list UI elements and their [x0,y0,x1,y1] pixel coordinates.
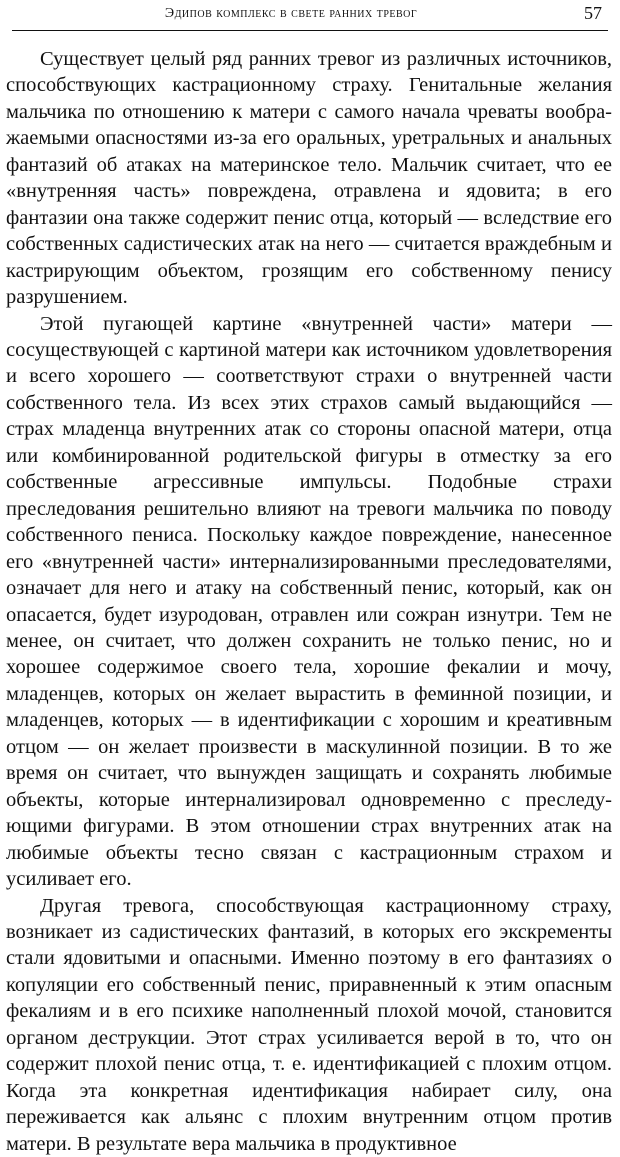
paragraph: Другая тревога, способствующая кастрационному страху, возникает из садистических фантазий, в которых его экскременты стали ядовитыми и опасными. Именно поэтому в его фантазиях о копуляции его собственный пенис, приравненный к этим опасным фекалиям и в его психике наполненный плохой мочой, становится органом деструкции. Этот страх усиливается верой в то, что он содержит плохой пенис отца, т. е. идентификацией с плохим отцом. Когда эта конкретная идентификация набирает силу, она переживается как альянс с плохим внутренним отцом против матери. В результате вера мальчика в продуктивное [6,893,612,1157]
body-text [6,46,612,1157]
paragraph: Существует целый ряд ранних тревог из различных источников, способствующих кастрационному страху. Генитальные желания мальчика по отношению к матери с самого начала чреваты воображаемыми опасностями из-за его оральных, уретральных и анальных фантазий об атаках на материнское тело. Мальчик считает, что ее «внутренняя часть» повреждена, отравлена и ядовита; в его фантазии она также содержит пенис отца, который — вследствие его собственных садистических атак на него — считается враждебным и кастрирующим объектом, грозящим его собственному пенису разрушением. [6,46,612,311]
page-number: 57 [584,3,602,24]
page-header [0,0,620,30]
running-title: Эдипов комплекс в свете ранних тревог [0,6,582,22]
paragraph: Этой пугающей картине «внутренней части» матери — сосуществующей с картиной матери как источником удовлетворения и всего хорошего — соответствуют страхи о внутренней части собственного тела. Из всех этих страхов самый выдающийся — страх младенца внутренних атак со стороны опасной матери, отца или комбинированной родительской фигуры в отместку за его собственные агрессивные импульсы. Подобные страхи преследования решительно влияют на тревоги мальчика по поводу собственного пениса. Поскольку каждое повреждение, нанесенное его «внутренней части» интернализированными преследователями, означает для него и атаку на собственный пенис, который, как он опасается, будет изуродован, отравлен или сожран изнутри. Тем не менее, он считает, что должен сохранить не только пенис, но и хорошее содержимое своего тела, хорошие фекалии и мочу, младенцев, которых он желает вырастить в феминной позиции, и младенцев, которых — в идентификации с хорошим и креативным отцом — он желает произвести в маскулинной позиции. В то же время он считает, что вынужден защищать и сохранять любимые объекты, которые интернализировал одновременно с преследующими фигурами. В этом отношении страх внутренних атак на любимые объекты тесно связан с кастрационным страхом и усиливает его. [6,311,612,893]
header-rule [12,30,608,31]
